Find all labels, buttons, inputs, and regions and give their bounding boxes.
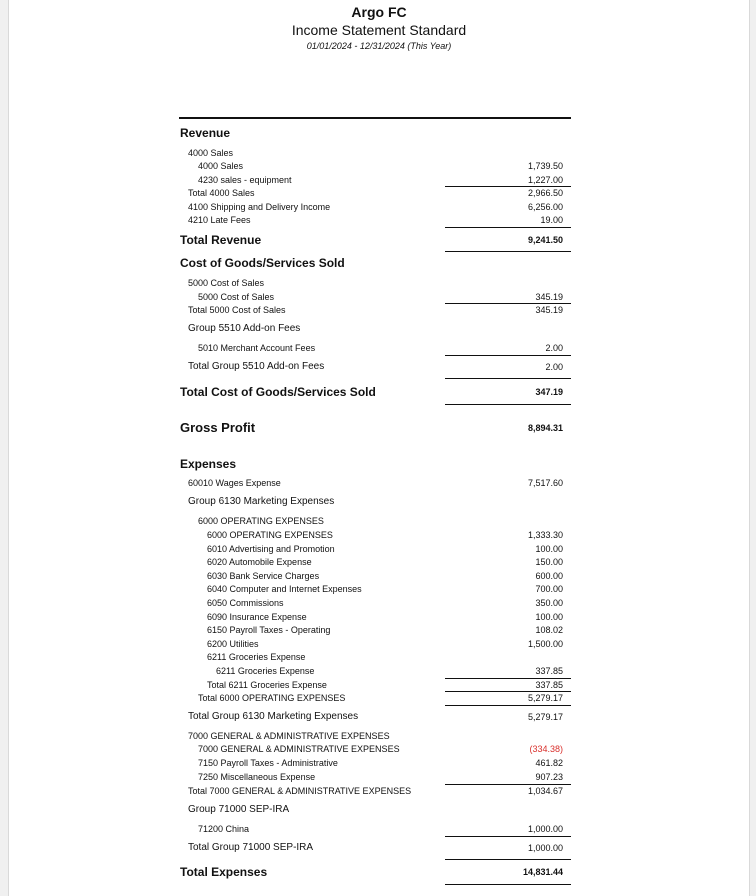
account-row[interactable]: [9, 623, 749, 637]
subtotal-rule: [445, 836, 571, 837]
section-cogs[interactable]: [9, 256, 749, 270]
total-revenue-row[interactable]: [9, 233, 749, 247]
account-row[interactable]: [9, 555, 749, 569]
row-label: 6211 Groceries Expense: [216, 666, 315, 676]
row-amount: 1,500.00: [527, 639, 563, 649]
total-row[interactable]: [9, 678, 749, 692]
row-label: 4000 Sales: [198, 161, 244, 171]
account-row[interactable]: [9, 596, 749, 610]
row-label: 60010 Wages Expense: [188, 478, 281, 488]
row-amount: 1,333.30: [527, 530, 563, 540]
row-amount: 2.00: [545, 343, 563, 353]
total-cogs-row[interactable]: [9, 385, 749, 399]
row-label: Gross Profit: [180, 420, 256, 435]
account-row[interactable]: [9, 542, 749, 556]
row-amount: 1,000.00: [527, 824, 563, 834]
row-amount: 337.85: [535, 666, 563, 676]
row-amount: 337.85: [535, 680, 563, 690]
total-rule: [445, 859, 571, 860]
subtotal-rule: [445, 355, 571, 356]
account-row[interactable]: [9, 569, 749, 583]
section-label: Cost of Goods/Services Sold: [180, 256, 345, 270]
total-rule: [445, 884, 571, 885]
row-amount: 108.02: [535, 625, 563, 635]
row-label: Total 4000 Sales: [188, 188, 255, 198]
account-row[interactable]: [9, 729, 749, 743]
row-amount: 150.00: [535, 557, 563, 567]
row-amount: 5,279.17: [527, 712, 563, 722]
account-row[interactable]: [9, 650, 749, 664]
account-row[interactable]: [9, 146, 749, 160]
row-label: Total 6211 Groceries Expense: [207, 680, 327, 690]
account-row[interactable]: [9, 610, 749, 624]
row-amount: 7,517.60: [527, 478, 563, 488]
row-label: 7150 Payroll Taxes - Administrative: [198, 758, 338, 768]
account-row[interactable]: [9, 173, 749, 187]
total-row[interactable]: [9, 784, 749, 798]
row-amount: 461.82: [535, 758, 563, 768]
account-row[interactable]: [9, 213, 749, 227]
row-label: Group 5510 Add-on Fees: [188, 323, 301, 334]
row-label: 5000 Cost of Sales: [188, 278, 265, 288]
row-label: 6000 OPERATING EXPENSES: [198, 516, 324, 526]
row-amount: 19.00: [540, 215, 563, 225]
row-label: Total 6000 OPERATING EXPENSES: [198, 693, 346, 703]
row-amount: 1,227.00: [527, 175, 563, 185]
row-label: Total 7000 GENERAL & ADMINISTRATIVE EXPENSES: [188, 786, 412, 796]
account-row[interactable]: [9, 514, 749, 528]
group-heading[interactable]: [9, 495, 749, 509]
group-total[interactable]: [9, 841, 749, 855]
total-row[interactable]: [9, 691, 749, 705]
row-label: 5010 Merchant Account Fees: [198, 343, 316, 353]
report-title: Income Statement Standard: [291, 22, 467, 38]
row-amount: 347.19: [535, 387, 563, 397]
account-row[interactable]: [9, 770, 749, 784]
row-amount: 8,894.31: [527, 423, 563, 433]
row-label: Group 6130 Marketing Expenses: [188, 496, 335, 507]
row-amount: 6,256.00: [527, 202, 563, 212]
row-label: 6090 Insurance Expense: [207, 612, 307, 622]
account-row[interactable]: [9, 528, 749, 542]
row-label: Total Group 71000 SEP-IRA: [188, 842, 314, 853]
row-label: 6010 Advertising and Promotion: [207, 544, 335, 554]
row-label: 6030 Bank Service Charges: [207, 571, 320, 581]
row-label: 5000 Cost of Sales: [198, 292, 275, 302]
total-row[interactable]: [9, 186, 749, 200]
row-label: 7000 GENERAL & ADMINISTRATIVE EXPENSES: [198, 744, 400, 754]
row-amount: 2.00: [545, 362, 563, 372]
account-row[interactable]: [9, 742, 749, 756]
group-heading[interactable]: [9, 803, 749, 817]
row-label: 4210 Late Fees: [188, 215, 251, 225]
total-rule: [445, 251, 571, 252]
row-amount: 14,831.44: [522, 867, 563, 877]
row-amount: 100.00: [535, 544, 563, 554]
account-row[interactable]: [9, 582, 749, 596]
total-row[interactable]: [9, 303, 749, 317]
row-label: 6200 Utilities: [207, 639, 259, 649]
row-label: Total 5000 Cost of Sales: [188, 305, 286, 315]
account-row[interactable]: [9, 476, 749, 490]
total-expenses-row[interactable]: [9, 865, 749, 879]
report-page: [8, 0, 750, 896]
row-label: 7000 GENERAL & ADMINISTRATIVE EXPENSES: [188, 731, 390, 741]
account-row[interactable]: [9, 341, 749, 355]
row-label: Total Group 6130 Marketing Expenses: [188, 711, 359, 722]
row-label: 4000 Sales: [188, 148, 234, 158]
row-amount: 2,966.50: [527, 188, 563, 198]
row-label: Group 71000 SEP-IRA: [188, 804, 290, 815]
total-rule: [445, 378, 571, 379]
section-label: Revenue: [180, 126, 231, 140]
row-amount: 1,034.67: [527, 786, 563, 796]
row-label: Total Cost of Goods/Services Sold: [180, 385, 376, 399]
row-amount: 350.00: [535, 598, 563, 608]
account-row[interactable]: [9, 756, 749, 770]
row-label: 6040 Computer and Internet Expenses: [207, 584, 362, 594]
account-row[interactable]: [9, 664, 749, 678]
row-amount: 700.00: [535, 584, 563, 594]
row-amount: 100.00: [535, 612, 563, 622]
row-label: 6020 Automobile Expense: [207, 557, 312, 567]
row-amount: 907.23: [535, 772, 563, 782]
row-amount: 600.00: [535, 571, 563, 581]
row-label: 4100 Shipping and Delivery Income: [188, 202, 331, 212]
row-label: 7250 Miscellaneous Expense: [198, 772, 316, 782]
row-label: 6000 OPERATING EXPENSES: [207, 530, 333, 540]
row-amount: 1,000.00: [527, 843, 563, 853]
row-label: 6150 Payroll Taxes - Operating: [207, 625, 331, 635]
row-amount: 345.19: [535, 305, 563, 315]
section-expenses[interactable]: [9, 457, 749, 471]
account-row[interactable]: [9, 637, 749, 651]
row-label: Total Group 5510 Add-on Fees: [188, 361, 325, 372]
row-label: Total Revenue: [180, 233, 262, 247]
subtotal-rule: [445, 227, 571, 228]
account-row[interactable]: [9, 822, 749, 836]
account-row[interactable]: [9, 159, 749, 173]
account-row[interactable]: [9, 290, 749, 304]
row-label: 4230 sales - equipment: [198, 175, 292, 185]
section-label: Expenses: [180, 457, 237, 471]
section-revenue[interactable]: [9, 126, 749, 140]
row-label: Total Expenses: [180, 865, 268, 879]
group-total[interactable]: [9, 710, 749, 724]
subtotal-rule: [445, 705, 571, 706]
gross-profit-row[interactable]: [9, 421, 749, 435]
company-name: Argo FC: [351, 4, 407, 20]
header-divider: [179, 117, 571, 119]
total-rule: [445, 404, 571, 405]
row-amount: 345.19: [535, 292, 563, 302]
row-amount: 1,739.50: [527, 161, 563, 171]
group-heading[interactable]: [9, 322, 749, 336]
row-label: 71200 China: [198, 824, 250, 834]
account-row[interactable]: [9, 200, 749, 214]
row-amount: (334.38): [529, 744, 563, 754]
report-period: 01/01/2024 - 12/31/2024 (This Year): [306, 41, 452, 51]
row-label: 6211 Groceries Expense: [207, 652, 306, 662]
group-total[interactable]: [9, 360, 749, 374]
row-amount: 9,241.50: [527, 235, 563, 245]
row-label: 6050 Commissions: [207, 598, 284, 608]
row-amount: 5,279.17: [527, 693, 563, 703]
account-row[interactable]: [9, 276, 749, 290]
